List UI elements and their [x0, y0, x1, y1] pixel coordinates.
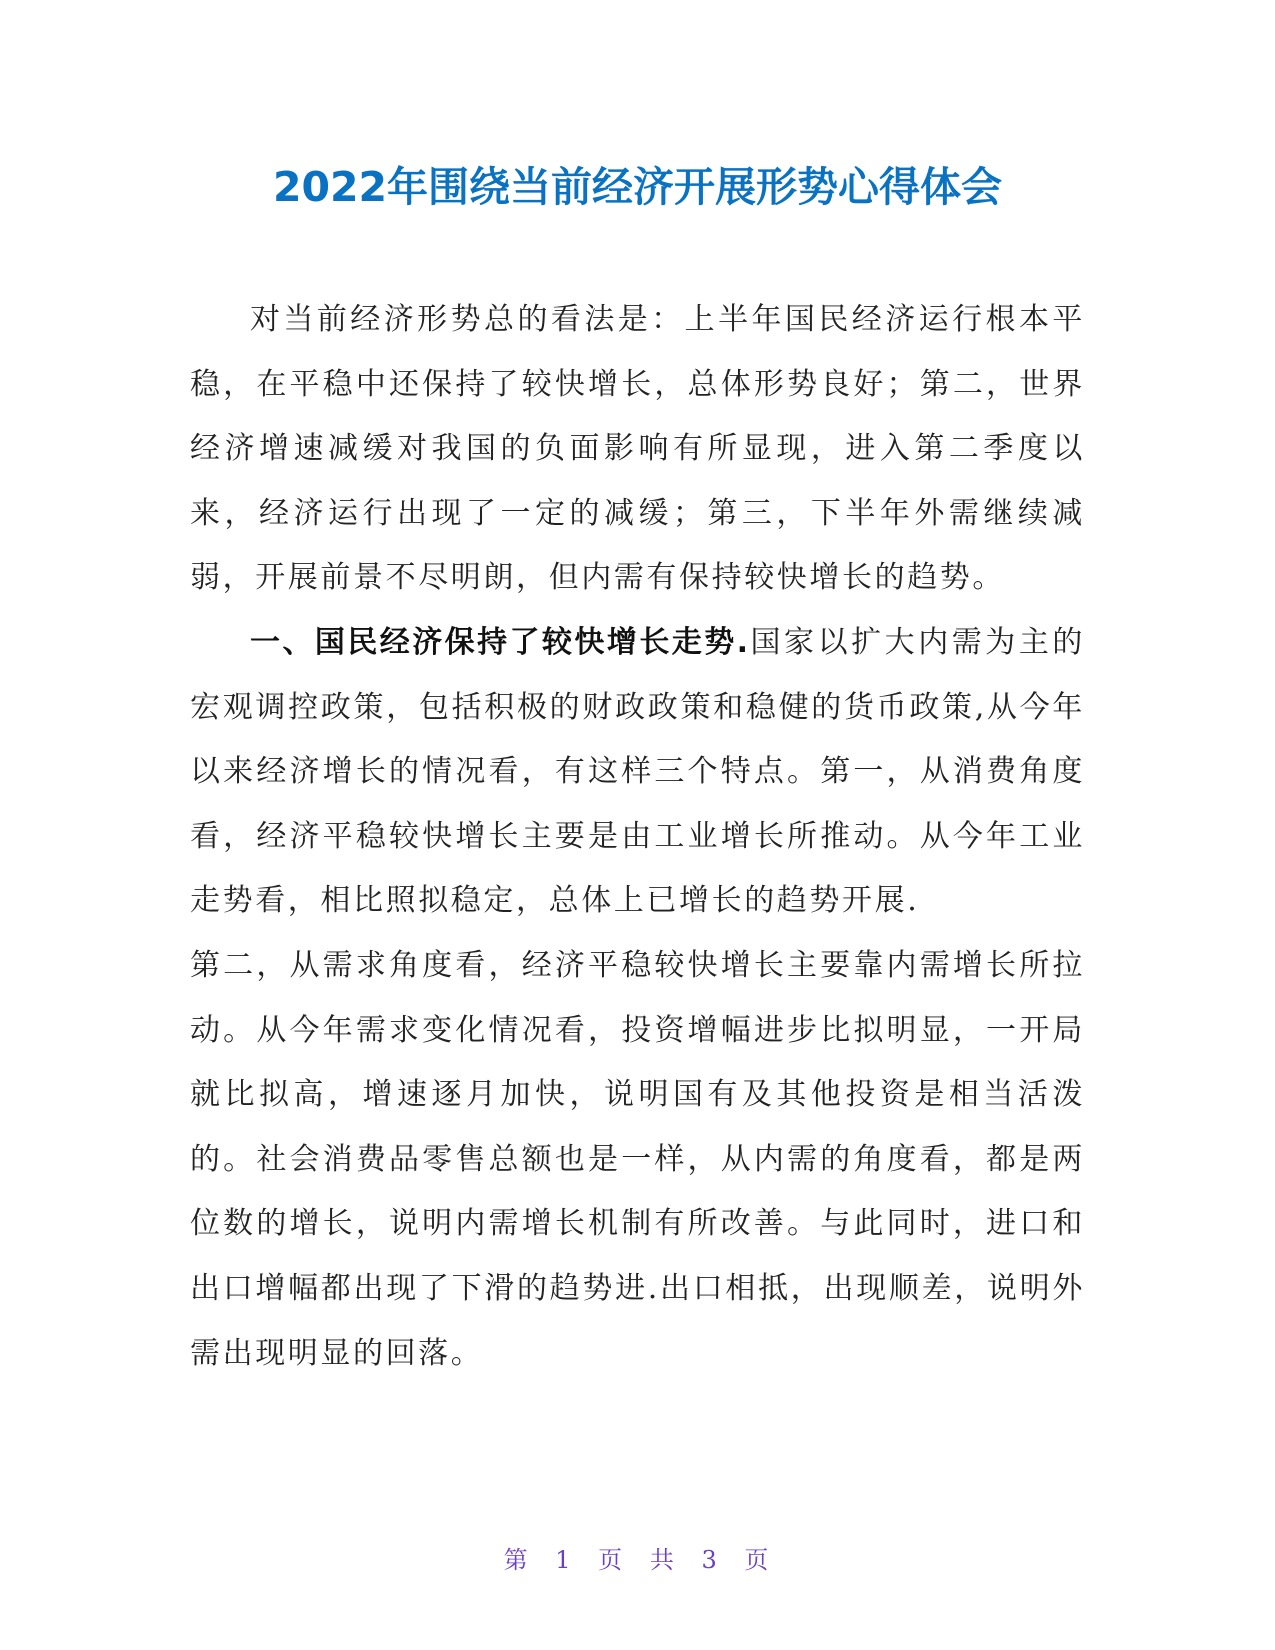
page-footer: [0, 1540, 1275, 1575]
paragraph-demand: 第二，从需求角度看，经济平稳较快增长主要靠内需增长所拉动。从今年需求变化情况看，投资增幅进步比拟明显，一开局就比拟高，增速逐月加快，说明国有及其他投资是相当活泼的。社会消费品零售总额也是一样，从内需的角度看，都是两位数的增长，说明内需增长机制有所改善。与此同时，进口和出口增幅都出现了下滑的趋势进.出口相抵，出现顺差，说明外需出现明显的回落。: [190, 947, 1085, 1371]
section-one-text: 国家以扩大内需为主的宏观调控政策，包括积极的财政政策和稳健的货币政策,从今年以来经济增长的情况看，有这样三个特点。第一，从消费角度看，经济平稳较快增长主要是由工业增长所推动。从今年工业走势看，相比照拟稳定，总体上已增长的趋势开展.: [190, 624, 1085, 919]
footer-page-word: 页: [598, 1546, 626, 1574]
document-body: [190, 288, 1085, 1386]
paragraph-overview: 对当前经济形势总的看法是：上半年国民经济运行根本平稳，在平稳中还保持了较快增长，总体形势良好；第二，世界经济增速减缓对我国的负面影响有所显现，进入第二季度以来，经济运行出现了一定的减缓；第三，下半年外需继续减弱，开展前景不尽明朗，但内需有保持较快增长的趋势。: [190, 302, 1085, 596]
footer-prefix: 第: [503, 1546, 531, 1574]
section-heading-one: 一、国民经济保持了较快增长走势.: [250, 624, 750, 660]
footer-current-page: 1: [555, 1546, 574, 1574]
paragraph-section-one: [190, 611, 1085, 934]
footer-total-pages: 3: [701, 1546, 720, 1574]
footer-total-suffix: 页: [744, 1546, 772, 1574]
footer-total-prefix: 共: [649, 1546, 677, 1574]
document-title: 2022年围绕当前经济开展形势心得体会: [272, 163, 1003, 211]
